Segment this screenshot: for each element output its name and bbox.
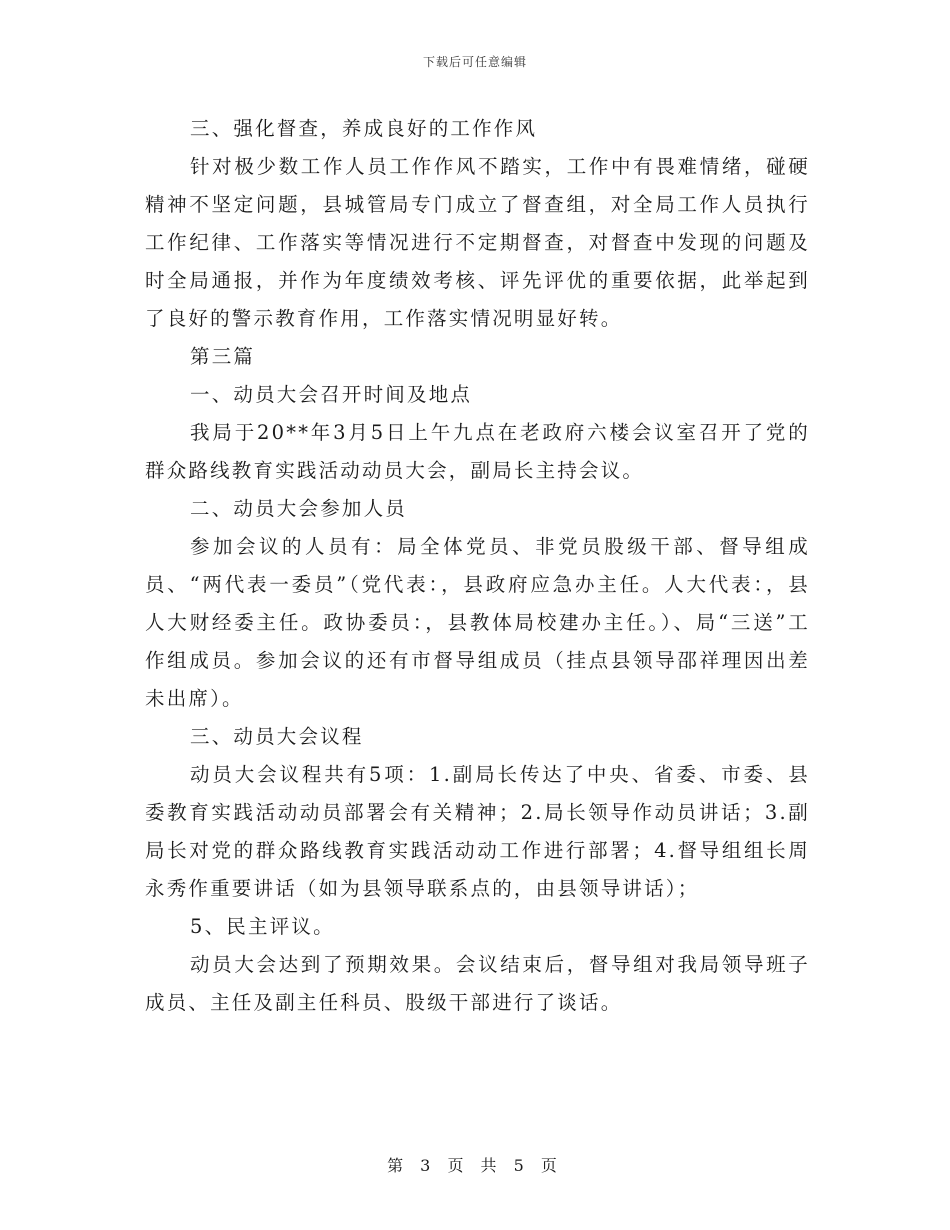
paragraph-attendees: 参加会议的人员有：局全体党员、非党员股级干部、督导组成员、“两代表一委员”（党代表：，县政府应急办主任。人大代表：，县人大财经委主任。政协委员：，县教体局校建办主任。）、局“三送”工作组成员。参加会议的还有市督导组成员（挂点县领导邵祥理因出差未出席）。 (145, 535, 810, 710)
header-note: 下载后可任意编辑 (422, 55, 527, 69)
document-body (145, 110, 810, 1022)
agenda-item-5: 5、民主评议。 (190, 915, 335, 938)
section-heading-time-place: 一、动员大会召开时间及地点 (190, 383, 473, 406)
paragraph-time-place: 我局于20**年3月5日上午九点在老政府六楼会议室召开了党的群众路线教育实践活动动员大会，副局长主持会议。 (145, 421, 810, 482)
section-heading-attendees: 二、动员大会参加人员 (190, 497, 408, 520)
section-heading-agenda: 三、动员大会议程 (190, 725, 364, 748)
paragraph-result: 动员大会达到了预期效果。会议结束后，督导组对我局领导班子成员、主任及副主任科员、股级干部进行了谈话。 (145, 953, 810, 1014)
paragraph-supervision: 针对极少数工作人员工作作风不踏实，工作中有畏难情绪，碰硬精神不坚定问题，县城管局专门成立了督查组，对全局工作人员执行工作纪律、工作落实等情况进行不定期督查，对督查中发现的问题及时全局通报，并作为年度绩效考核、评先评优的重要依据，此举起到了良好的警示教育作用，工作落实情况明显好转。 (145, 155, 810, 330)
page-number: 第 3 页 共 5 页 (387, 1156, 563, 1175)
part-heading: 第三篇 (190, 345, 256, 368)
paragraph-agenda: 动员大会议程共有5项：1.副局长传达了中央、省委、市委、县委教育实践活动动员部署会有关精神；2.局长领导作动员讲话；3.副局长对党的群众路线教育实践活动动工作进行部署；4.督导组组长周永秀作重要讲话（如为县领导联系点的，由县领导讲话）； (145, 763, 810, 900)
section-heading-supervision: 三、强化督查，养成良好的工作作风 (190, 117, 538, 140)
